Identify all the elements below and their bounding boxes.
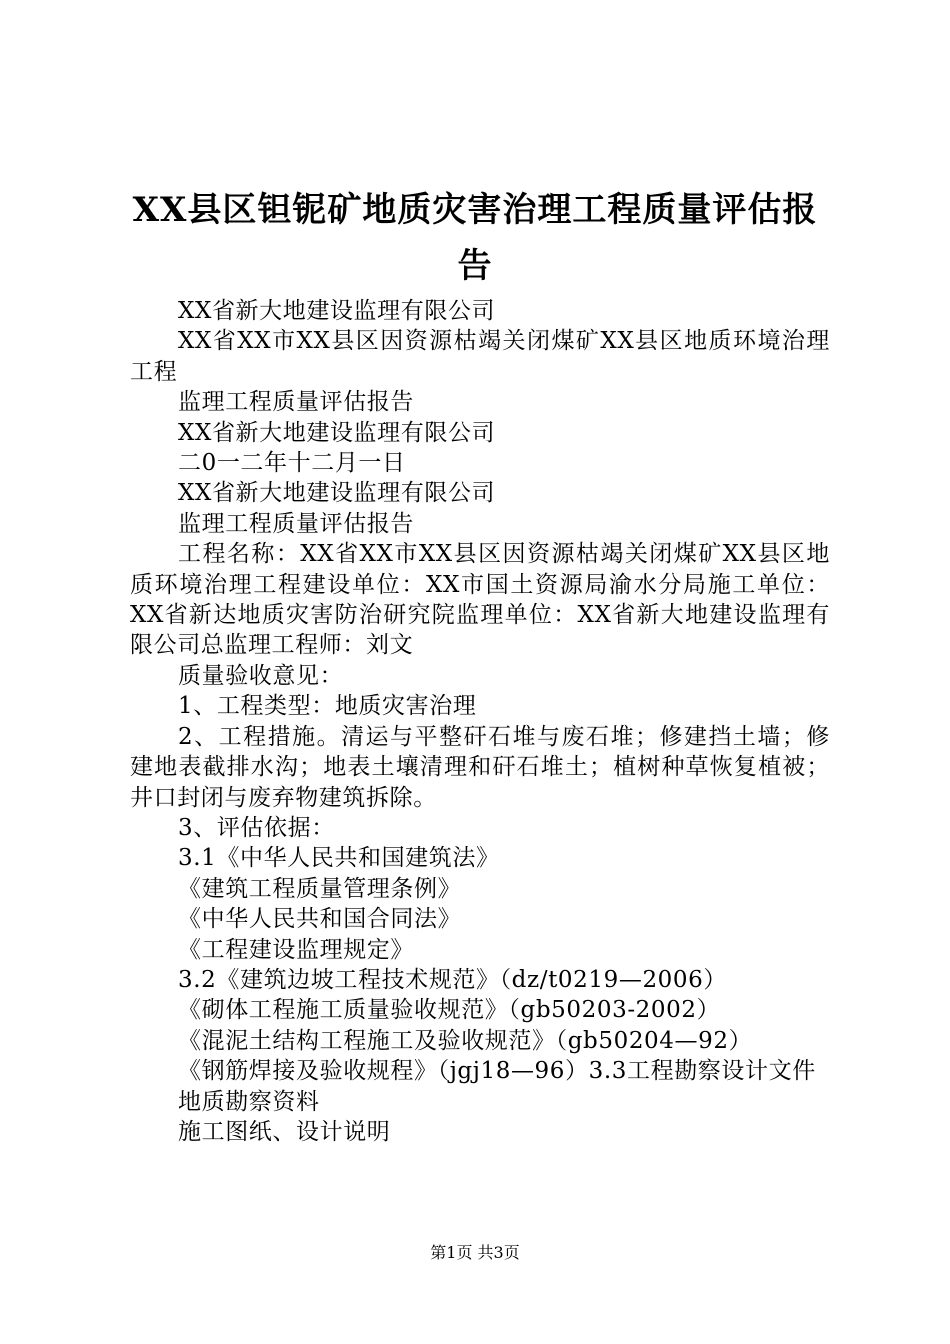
paragraph: 《建筑工程质量管理条例》 — [178, 875, 462, 902]
paragraph: 2、工程措施。清运与平整矸石堆与废石堆；修建挡土墙；修建地表截排水沟；地表土壤清理和矸石堆土；植树种草恢复植被；井口封闭与废弃物建筑拆除。 — [130, 723, 830, 811]
paragraph: XX省新大地建设监理有限公司 — [178, 298, 496, 324]
paragraph: 施工图纸、设计说明 — [178, 1118, 391, 1145]
document-body — [130, 296, 830, 1147]
paragraph: 3.2《建筑边坡工程技术规范》（dz/t0219—2006） — [178, 966, 727, 993]
paragraph: 《工程建设监理规定》 — [178, 936, 414, 963]
paragraph: 《混泥土结构工程施工及验收规范》（gb50204—92） — [178, 1027, 753, 1054]
paragraph: 《中华人民共和国合同法》 — [178, 906, 462, 933]
paragraph: 《钢筋焊接及验收规程》（jgj18—96）3.3工程勘察设计文件 — [178, 1058, 816, 1085]
paragraph: 1、工程类型：地质灾害治理 — [178, 693, 477, 720]
page-footer: 第1页 共3页 — [430, 1243, 520, 1262]
paragraph: XX省新大地建设监理有限公司 — [178, 419, 496, 446]
paragraph: 地质勘察资料 — [178, 1088, 320, 1115]
paragraph: 3.1《中华人民共和国建筑法》 — [178, 845, 500, 872]
paragraph: 质量验收意见： — [178, 662, 344, 689]
paragraph: 二0一二年十二月一日 — [178, 450, 406, 477]
paragraph: 《砌体工程施工质量验收规范》（gb50203-2002） — [178, 997, 721, 1024]
paragraph: 监理工程质量评估报告 — [178, 510, 414, 537]
paragraph: 3、评估依据： — [178, 814, 335, 841]
paragraph: XX省XX市XX县区因资源枯竭关闭煤矿XX县区地质环境治理工程 — [130, 328, 830, 385]
paragraph: XX省新大地建设监理有限公司 — [178, 480, 496, 507]
paragraph: 监理工程质量评估报告 — [178, 389, 414, 416]
document-title: XX县区钽铌矿地质灾害治理工程质量评估报告 — [132, 190, 818, 286]
paragraph: 工程名称：XX省XX市XX县区因资源枯竭关闭煤矿XX县区地质环境治理工程建设单位：XX市国土资源局渝水分局施工单位：XX省新达地质灾害防治研究院监理单位：XX省新大地建设监理有限公司总监理工程师：刘文 — [130, 541, 830, 659]
